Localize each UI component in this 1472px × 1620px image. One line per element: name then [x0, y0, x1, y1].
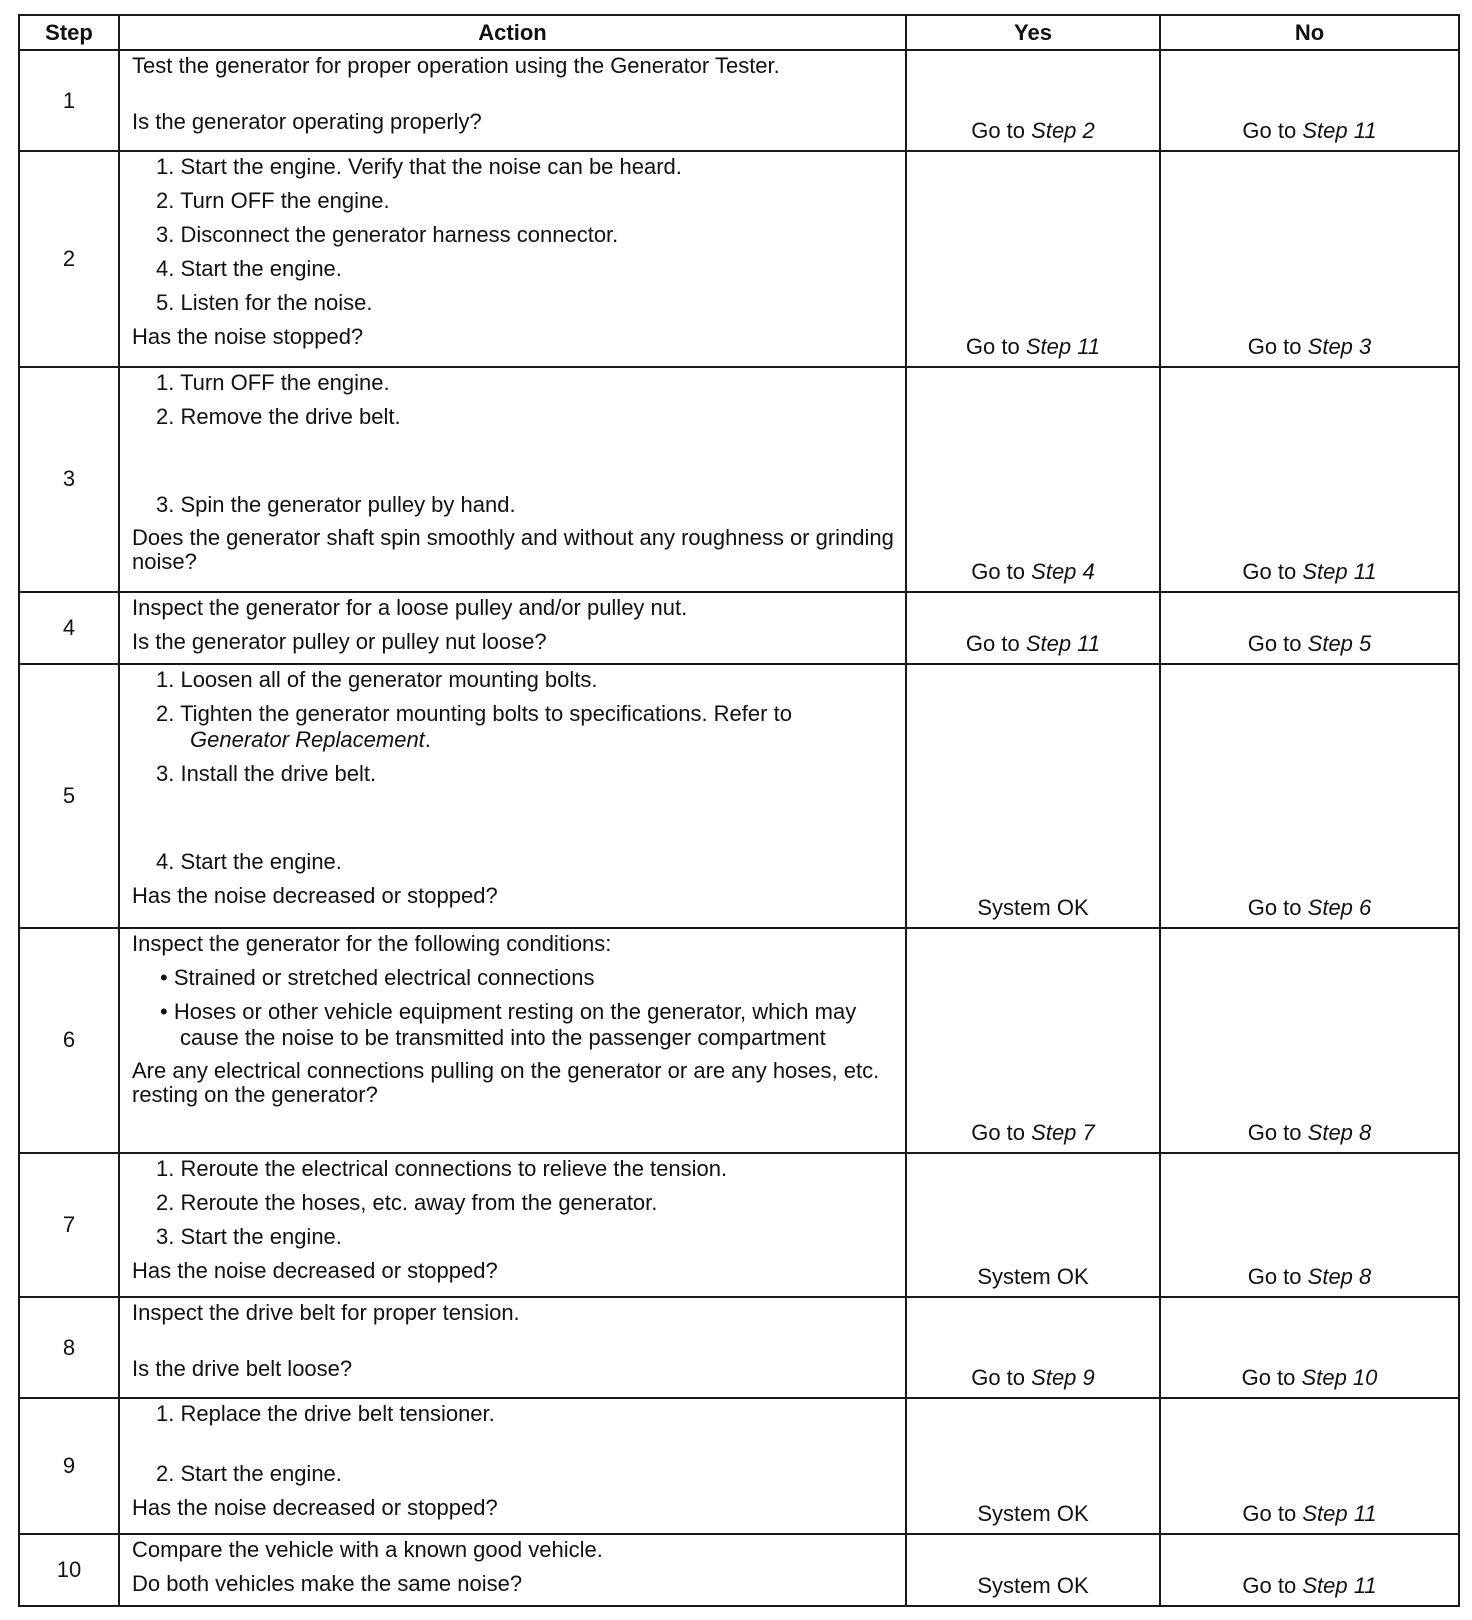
yes-result: Go to Step 4: [906, 367, 1160, 592]
header-step: Step: [19, 15, 119, 50]
table-row: [19, 664, 1459, 927]
no-result: Go to Step 8: [1160, 1153, 1459, 1298]
action-intro: Inspect the generator for a loose pulley and/or pulley nut.: [132, 595, 688, 621]
step-number: 9: [19, 1398, 119, 1533]
step-link[interactable]: Step 11: [1302, 1573, 1377, 1598]
step-link[interactable]: Step 3: [1307, 333, 1372, 359]
action-list: [132, 1156, 897, 1250]
condition-list: [132, 965, 897, 1051]
table-row: [19, 1534, 1459, 1606]
action-cell: [119, 1297, 906, 1398]
yes-result: Go to Step 11: [906, 592, 1160, 664]
yes-result: System OK: [906, 1398, 1160, 1533]
step-number: 7: [19, 1153, 119, 1298]
step-number: 3: [19, 367, 119, 592]
list-item: 2. Reroute the hoses, etc. away from the generator.: [156, 1189, 658, 1215]
step-link[interactable]: Step 11: [1302, 118, 1377, 144]
action-question: Do both vehicles make the same noise?: [132, 1570, 523, 1596]
action-question: Is the generator operating properly?: [132, 109, 482, 134]
reference-link[interactable]: Generator Replacement: [190, 727, 425, 753]
step-link[interactable]: Step 10: [1301, 1365, 1378, 1391]
list-item: 3. Install the drive belt.: [156, 761, 377, 787]
step-link[interactable]: Step 11: [1302, 559, 1377, 585]
no-result: Go to Step 11: [1160, 1398, 1459, 1533]
list-item: 5. Listen for the noise.: [156, 290, 373, 316]
diagnostic-table: [18, 14, 1460, 1607]
list-item: 3. Spin the generator pulley by hand.: [156, 491, 516, 517]
step-link[interactable]: Step 9: [1031, 1365, 1095, 1391]
action-list: [132, 667, 897, 875]
no-result: Go to Step 11: [1160, 1534, 1459, 1606]
yes-result: System OK: [906, 664, 1160, 927]
step-link[interactable]: Step 11: [1025, 631, 1101, 657]
table-row: [19, 1153, 1459, 1298]
step-link[interactable]: Step 6: [1307, 894, 1372, 920]
step-link[interactable]: Step 5: [1307, 631, 1372, 657]
no-result: Go to Step 3: [1160, 151, 1459, 367]
list-item: 1. Reroute the electrical connections to relieve the tension.: [156, 1155, 728, 1181]
step-number: 8: [19, 1297, 119, 1398]
header-yes: Yes: [906, 15, 1160, 50]
no-result: Go to Step 11: [1160, 50, 1459, 151]
action-list: [132, 370, 897, 518]
action-cell: [119, 1153, 906, 1298]
no-result: Go to Step 11: [1160, 367, 1459, 592]
action-cell: [119, 664, 906, 927]
action-cell: [119, 1534, 906, 1606]
step-number: 5: [19, 664, 119, 927]
yes-result: Go to Step 11: [906, 151, 1160, 367]
action-question: Are any electrical connections pulling on the generator or are any hoses, etc. resting on the generator?: [132, 1057, 880, 1107]
step-number: 6: [19, 928, 119, 1153]
yes-result: Go to Step 7: [906, 928, 1160, 1153]
yes-result: System OK: [906, 1534, 1160, 1606]
yes-result: Go to Step 9: [906, 1297, 1160, 1398]
table-row: [19, 592, 1459, 664]
step-number: 2: [19, 151, 119, 367]
list-item: 4. Start the engine.: [156, 256, 342, 282]
step-number: 1: [19, 50, 119, 151]
table-row: [19, 367, 1459, 592]
action-question: Does the generator shaft spin smoothly and without any roughness or grinding noise?: [132, 524, 894, 574]
yes-result: Go to Step 2: [906, 50, 1160, 151]
no-result: Go to Step 5: [1160, 592, 1459, 664]
action-cell: [119, 592, 906, 664]
list-item: 1. Loosen all of the generator mounting bolts.: [156, 667, 598, 693]
action-list: [132, 154, 897, 316]
step-link[interactable]: Step 4: [1031, 559, 1095, 585]
table-row: [19, 1398, 1459, 1533]
action-intro: Inspect the drive belt for proper tension.: [132, 1300, 520, 1326]
action-cell: [119, 367, 906, 592]
step-link[interactable]: Step 11: [1025, 333, 1101, 359]
list-item: • Hoses or other vehicle equipment resting on the generator, which may cause the noise to be transmitted into the passenger compartment: [160, 998, 857, 1050]
action-cell: [119, 928, 906, 1153]
action-question: Is the generator pulley or pulley nut loose?: [132, 629, 547, 655]
table-row: [19, 928, 1459, 1153]
header-no: No: [1160, 15, 1459, 50]
list-item: 4. Start the engine.: [156, 849, 342, 875]
header-row: [19, 15, 1459, 50]
table-row: [19, 1297, 1459, 1398]
list-item: 1. Start the engine. Verify that the noise can be heard.: [156, 154, 682, 180]
list-item: • Strained or stretched electrical connections: [160, 964, 595, 990]
list-item: 2. Turn OFF the engine.: [156, 188, 390, 214]
step-link[interactable]: Step 8: [1307, 1119, 1372, 1145]
list-item: 2. Tighten the generator mounting bolts to specifications. Refer to Generator Replacement.: [156, 701, 792, 753]
action-cell: [119, 151, 906, 367]
list-item: 2. Start the engine.: [156, 1461, 342, 1487]
action-question: Is the drive belt loose?: [132, 1356, 353, 1382]
list-item: 1. Turn OFF the engine.: [156, 369, 390, 395]
list-item: 1. Replace the drive belt tensioner.: [156, 1401, 495, 1427]
step-link[interactable]: Step 7: [1031, 1119, 1095, 1145]
action-intro: Compare the vehicle with a known good vehicle.: [132, 1536, 603, 1562]
step-link[interactable]: Step 2: [1031, 118, 1095, 144]
table-row: [19, 50, 1459, 151]
action-question: Has the noise decreased or stopped?: [132, 883, 498, 909]
action-cell: [119, 50, 906, 151]
action-question: Has the noise decreased or stopped?: [132, 1495, 498, 1521]
list-item: 2. Remove the drive belt.: [156, 403, 401, 429]
step-link[interactable]: Step 11: [1302, 1500, 1377, 1526]
action-question: Has the noise decreased or stopped?: [132, 1257, 498, 1283]
list-item: 3. Start the engine.: [156, 1223, 342, 1249]
yes-result: System OK: [906, 1153, 1160, 1298]
action-list: [132, 1401, 897, 1487]
header-action: Action: [119, 15, 906, 50]
action-question: Has the noise stopped?: [132, 324, 364, 350]
action-intro: Inspect the generator for the following conditions:: [132, 930, 612, 956]
step-number: 4: [19, 592, 119, 664]
action-cell: [119, 1398, 906, 1533]
no-result: Go to Step 6: [1160, 664, 1459, 927]
action-intro: Test the generator for proper operation using the Generator Tester.: [132, 53, 780, 78]
table-row: [19, 151, 1459, 367]
step-number: 10: [19, 1534, 119, 1606]
step-link[interactable]: Step 8: [1307, 1264, 1372, 1290]
no-result: Go to Step 8: [1160, 928, 1459, 1153]
no-result: Go to Step 10: [1160, 1297, 1459, 1398]
list-item: 3. Disconnect the generator harness connector.: [156, 222, 619, 248]
